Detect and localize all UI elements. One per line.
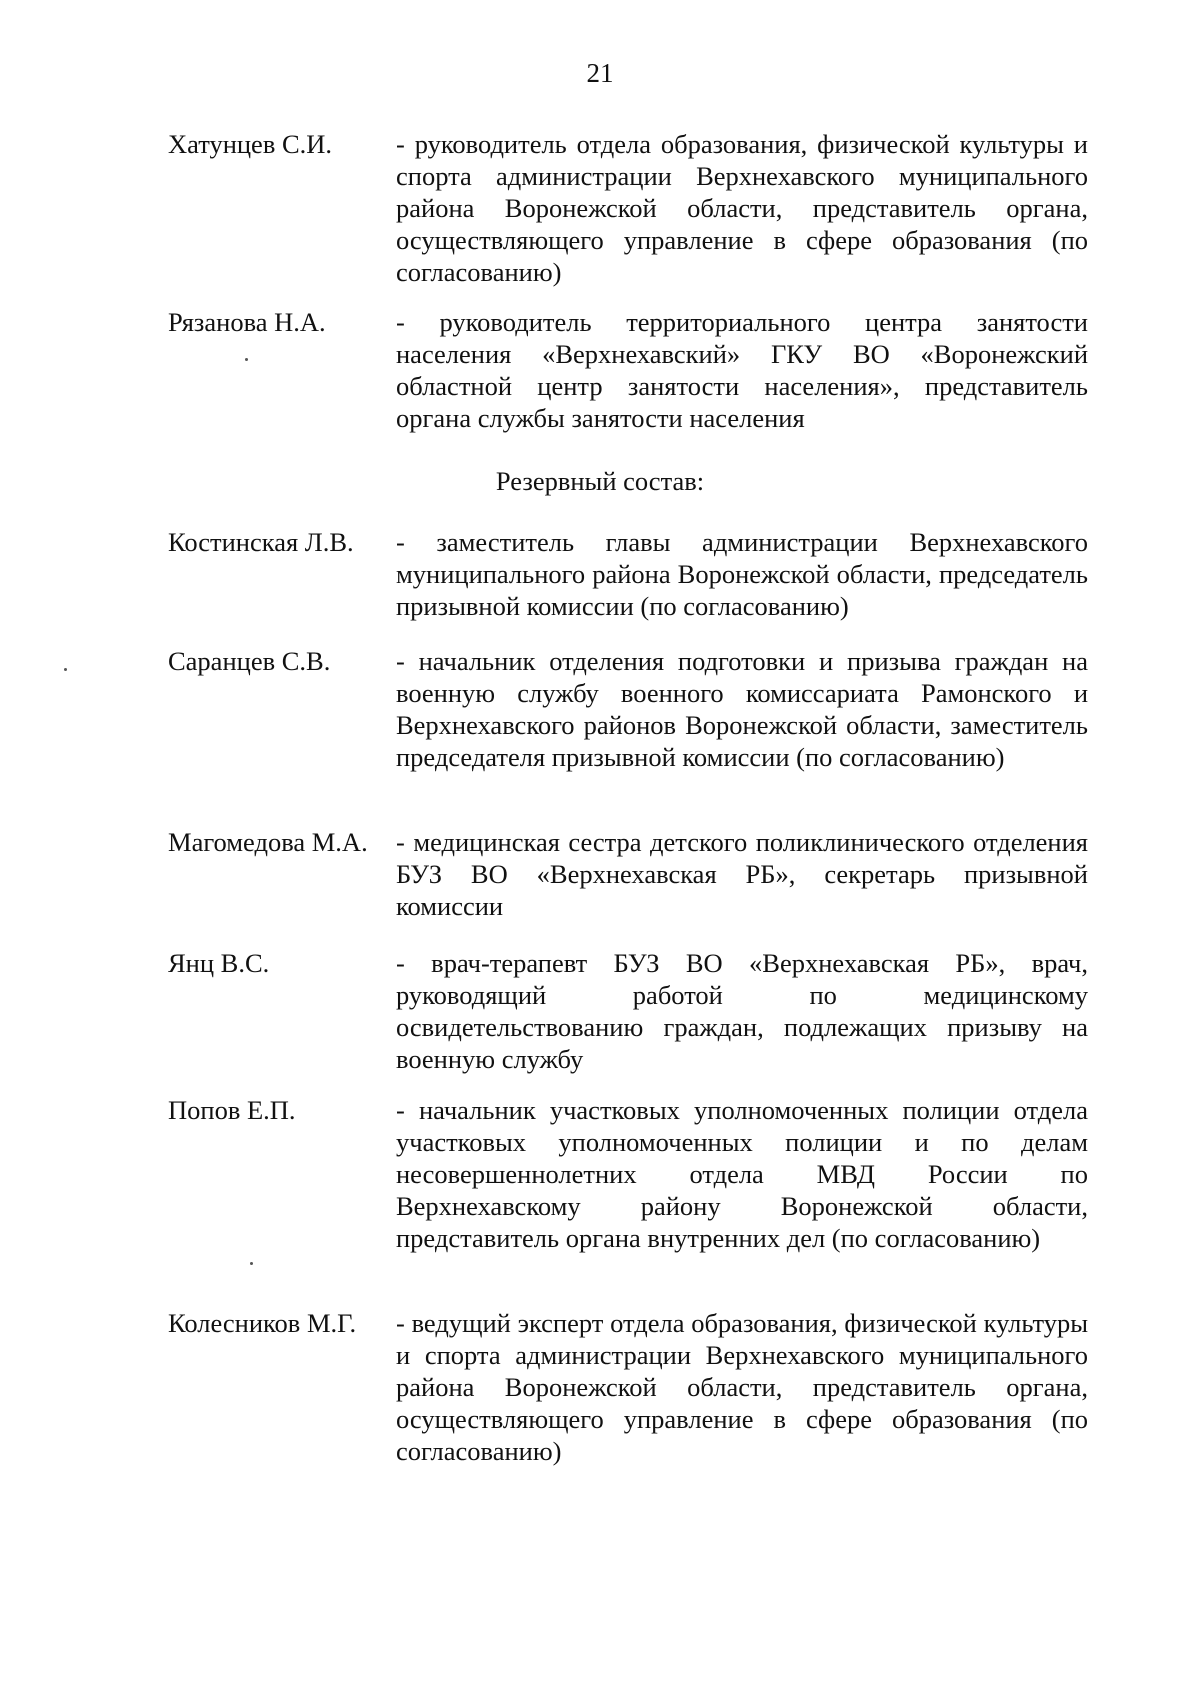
member-name: Саранцев С.В.: [168, 646, 331, 676]
reserve-member-entry: [168, 947, 1088, 1075]
reserve-member-entry: [168, 1094, 1088, 1254]
member-name: Попов Е.П.: [168, 1095, 296, 1125]
member-description: - ведущий эксперт отдела образования, физической культуры и спорта администрации Верхнехавского муниципального района Воронежской области, представитель органа, осуществляющего управление в сфере образования (по согласованию): [396, 1308, 1088, 1466]
member-description: - руководитель территориального центра занятости населения «Верхнехавский» ГКУ ВО «Воронежский областной центр занятости населения», представитель органа службы занятости населения: [396, 307, 1088, 433]
reserve-member-entry: [168, 645, 1088, 773]
page-number: 21: [586, 58, 614, 88]
member-description: - медицинская сестра детского поликлинического отделения БУЗ ВО «Верхнехавская РБ», секретарь призывной комиссии: [396, 827, 1088, 921]
member-description: - руководитель отдела образования, физической культуры и спорта администрации Верхнехавского муниципального района Воронежской области, представитель органа, осуществляющего управление в сфере образования (по согласованию): [396, 129, 1088, 287]
scan-speck: [250, 1262, 253, 1265]
member-name: Хатунцев С.И.: [168, 129, 333, 159]
member-name: Костинская Л.В.: [168, 527, 354, 557]
member-name: Янц В.С.: [168, 948, 270, 978]
member-entry: [168, 128, 1088, 288]
member-name: Рязанова Н.А.: [168, 307, 326, 337]
member-description: - заместитель главы администрации Верхнехавского муниципального района Воронежской области, председатель призывной комиссии (по согласованию): [396, 527, 1088, 621]
reserve-member-entry: [168, 526, 1088, 622]
member-description: - начальник отделения подготовки и призыва граждан на военную службу военного комиссариата Рамонского и Верхнехавского районов Воронежской области, заместитель председателя призывной комиссии (по согласованию): [396, 646, 1088, 772]
member-description: - начальник участковых уполномоченных полиции отдела участковых уполномоченных полиции и по делам несовершеннолетних отдела МВД России по Верхнехавскому району Воронежской области, представитель органа внутренних дел (по согласованию): [396, 1095, 1088, 1253]
reserve-member-entry: [168, 826, 1088, 922]
scan-speck: [245, 358, 248, 361]
member-name: Магомедова М.А.: [168, 827, 368, 857]
reserve-member-entry: [168, 1307, 1088, 1467]
member-name: Колесников М.Г.: [168, 1308, 357, 1338]
scan-speck: [64, 668, 67, 671]
reserve-section-title: Резервный состав:: [495, 466, 705, 496]
member-description: - врач-терапевт БУЗ ВО «Верхнехавская РБ», врач, руководящий работой по медицинскому освидетельствованию граждан, подлежащих призыву на военную службу: [396, 948, 1088, 1074]
member-entry: [168, 306, 1088, 434]
